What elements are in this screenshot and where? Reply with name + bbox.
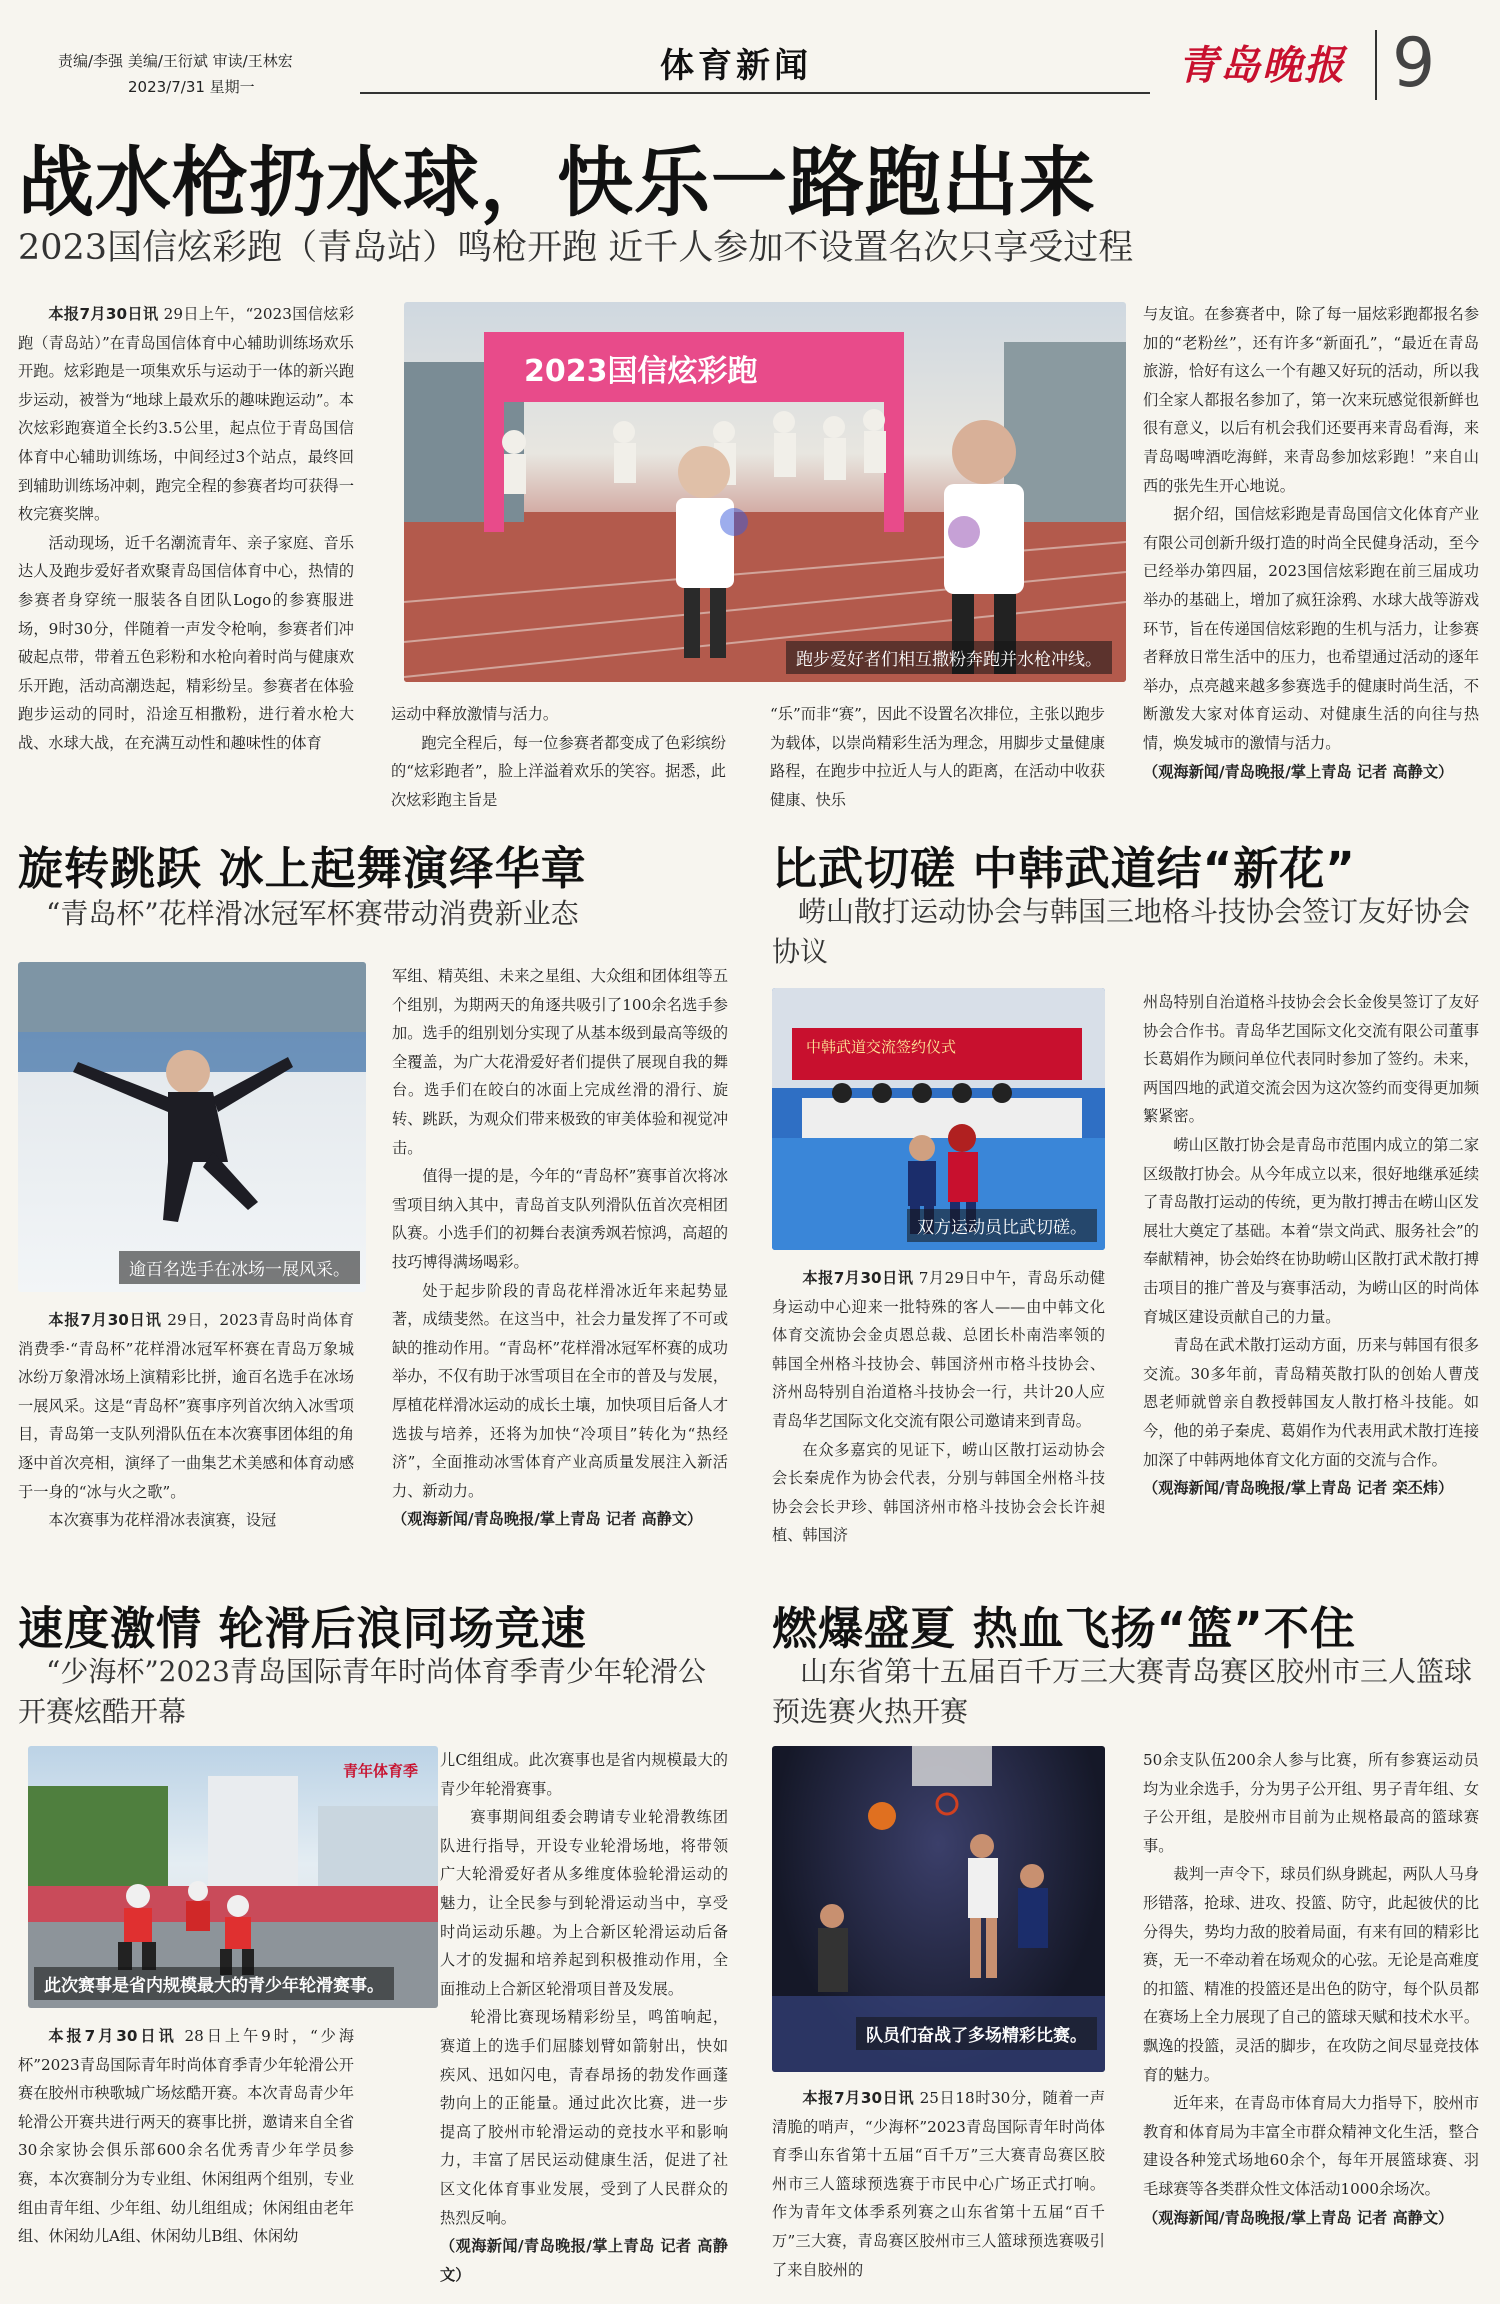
masthead bbox=[0, 0, 1500, 110]
subhead-roller-skating: “少海杯”2023青岛国际青年时尚体育季青少年轮滑公开赛炫酷开幕 bbox=[18, 1655, 706, 1728]
page-number: 9 bbox=[1392, 24, 1436, 103]
article5-col1: 本报7月30日讯 25日18时30分，随着一声清脆的哨声，“少海杯”2023青岛国际青年时尚体育季山东省第十五届“百千万”三大赛青岛赛区胶州市三人篮球预选赛于市民中心广场正式打响。作为青年文体季系列赛之山东省第十五届“百千万”三大赛，青岛赛区胶州市三人篮球预选赛吸引了来自胶州的 bbox=[772, 2089, 1105, 2279]
skater-illustration bbox=[18, 962, 366, 1292]
figure-skating-photo bbox=[18, 962, 366, 1292]
article1-col4: 与友谊。在参赛者中，除了每一届炫彩跑都报名参加的“老粉丝”，还有许多“新面孔”，“最近在青岛旅游，恰好有这么一个有趣又好玩的活动，所以我们全家人都报名参加了，第一次来玩感觉很新鲜也很有意义，以后有机会我们还要再来青岛看海，来青岛喝啤酒吃海鲜，来青岛参加炫彩跑！”来自山西的张先生开心地说。 据介绍，国信炫彩跑是青岛国信文化体育产业有限公司创新升级打造的时尚全民健身活动，至今已经举办第四届，2023国信炫彩跑在前三届成功举办的基础上，增加了疯狂涂鸦、水球大战等游戏环节，旨在传递国信炫彩跑的生机与活力，让参赛者释放日常生活中的压力，也希望通过活动的逐年举办，点亮越来越多参赛选手的健康时尚生活，不断激发大家对体育运动、对健康生活的向往与热情，焕发城市的激情与活力。 （观海新闻/青岛晚报/掌上青岛 记者 高静文） bbox=[1143, 305, 1479, 781]
section-title: 体育新闻 bbox=[660, 46, 812, 86]
basketball-photo bbox=[772, 1746, 1105, 2072]
article4-col2: 儿C组组成。此次赛事也是省内规模最大的青少年轮滑赛事。 赛事期间组委会聘请专业轮滑教练团队进行指导，开设专业轮滑场地，将带领广大轮滑爱好者从多维度体验轮滑运动的魅力，让全民参与到轮滑运动当中，享受时尚运动乐趣。为上合新区轮滑运动后备人才的发掘和培养起到积极推动作用，全面推动上合新区轮滑项目普及发展。 轮滑比赛现场精彩纷呈，鸣笛响起，赛道上的选手们屈膝划臂如箭射出，快如疾风、迅如闪电，青春昂扬的勃发作画蓬勃向上的正能量。通过此次比赛，进一步提高了胶州市轮滑运动的竞技水平和影响力，丰富了居民运动健康生活，促进了社区文化体育事业发展，受到了人民群众的热烈反响。 （观海新闻/青岛晚报/掌上青岛 记者 高静文） bbox=[440, 1751, 728, 2284]
article2-col2: 军组、精英组、未来之星组、大众组和团体组等五个组别，为期两天的角逐共吸引了100余名选手参加。选手的组别划分实现了从基本级到最高等级的全覆盖，为广大花滑爱好者们提供了展现自我的舞台。选手们在皎白的冰面上完成丝滑的滑行、旋转、跳跃，为观众们带来极致的审美体验和视觉冲击。 值得一提的是，今年的“青岛杯”赛事首次将冰雪项目纳入其中，青岛首支队列滑队伍首次亮相团队赛。小选手们的初舞台表演秀飒若惊鸿，高超的技巧博得满场喝彩。 处于起步阶段的青岛花样滑冰近年来起势显著，成绩斐然。在这当中，社会力量发挥了不可或缺的推动作用。“青岛杯”花样滑冰冠军杯赛的成功举办，不仅有助于冰雪项目在全市的普及与发展，厚植花样滑冰运动的成长土壤，加快项目后备人才选拔与培养，还将为加快“冷项目”转化为“热经济”，全面推动冰雪体育产业高质量发展注入新活力、新动力。 （观海新闻/青岛晚报/掌上青岛 记者 高静文） bbox=[392, 967, 728, 1529]
paper-logo: 青岛晚报 bbox=[1178, 42, 1346, 89]
subhead-color-run: 2023国信炫彩跑（青岛站）鸣枪开跑 近千人参加不设置名次只享受过程 bbox=[18, 228, 1134, 268]
article1-col2: 运动中释放激情与活力。 跑完全程后，每一位参赛者都变成了色彩缤纷的“炫彩跑者”，脸上洋溢着欢乐的笑容。据悉，此次炫彩跑主旨是 bbox=[391, 705, 726, 809]
color-run-illustration bbox=[404, 302, 1126, 682]
article3-col1: 本报7月30日讯 7月29日中午，青岛乐动健身运动中心迎来一批特殊的客人——由中韩文化体育交流协会金贞恩总裁、总团长朴南浩率领的韩国全州格斗技协会、韩国济州市格斗技协会、济州岛特别自治道格斗技协会一行，共计20人应青岛华艺国际文化交流有限公司邀请来到青岛。 在众多嘉宾的见证下，崂山区散打运动协会会长秦虎作为协会代表，分别与韩国全州格斗技协会会长尹珍、韩国济州市格斗技协会会长许昶植、韩国济 bbox=[772, 1269, 1105, 1545]
article1-col3: “乐”而非“赛”，因此不设置名次排位，主张以跑步为载体，以崇尚精彩生活为理念，用脚步丈量健康路程，在跑步中拉近人与人的距离，在活动中收获健康、快乐 bbox=[770, 705, 1105, 809]
figure-skating-photo-caption: 逾百名选手在冰场一展风采。 bbox=[119, 1251, 360, 1284]
subhead-basketball: 山东省第十五届百千万三大赛青岛赛区胶州市三人篮球预选赛火热开赛 bbox=[772, 1655, 1473, 1728]
season-badge: 青年体育季 bbox=[342, 1762, 418, 1780]
headline-roller-skating: 速度激情 轮滑后浪同场竞速 bbox=[18, 1602, 587, 1655]
headline-figure-skating: 旋转跳跃 冰上起舞演绎华章 bbox=[18, 842, 587, 895]
article3-col2: 州岛特别自治道格斗技协会会长金俊昊签订了友好协会合作书。青岛华艺国际文化交流有限公司董事长葛娟作为顾问单位代表同时参加了签约。未来，两国四地的武道交流会因为这次签约而变得更加频繁紧密。 崂山区散打协会是青岛市范围内成立的第二家区级散打协会。从今年成立以来，很好地继承延续了青岛散打运动的传统，更为散打搏击在崂山区发展壮大奠定了基础。本着“崇文尚武、服务社会”的奉献精神，协会始终在协助崂山区散打武术散打搏击项目的推广普及与赛事活动，为崂山区的时尚体育城区建设贡献自己的力量。 青岛在武术散打运动方面，历来与韩国有很多交流。30多年前，青岛精英散打队的创始人曹茂恩老师就曾亲自教授韩国友人散打格斗技能。如今，他的弟子秦虎、葛娟作为代表用武术散打连接加深了中韩两地体育文化方面的交流与合作。 （观海新闻/青岛晚报/掌上青岛 记者 栾丕炜） bbox=[1143, 993, 1479, 1498]
arch-banner-text: 2023国信炫彩跑 bbox=[524, 354, 758, 389]
color-run-photo bbox=[404, 302, 1126, 682]
header-divider bbox=[1375, 30, 1377, 100]
headline-martial-arts: 比武切磋 中韩武道结“新花” bbox=[772, 842, 1356, 895]
martial-arts-photo bbox=[772, 988, 1105, 1250]
article4-col1: 本报7月30日讯 28日上午9时，“少海杯”2023青岛国际青年时尚体育季青少年轮滑公开赛在胶州市秧歌城广场炫酷开赛。本次青岛青少年轮滑公开赛共进行两天的赛事比拼，邀请来自全省30余家协会俱乐部600余名优秀青少年学员参赛，本次赛制分为专业组、休闲组两个组别，专业组由青年组、少年组、幼儿组组成；休闲组由老年组、休闲幼儿A组、休闲幼儿B组、休闲幼 bbox=[18, 2027, 354, 2246]
color-run-photo-caption: 跑步爱好者们相互撒粉奔跑并水枪冲线。 bbox=[786, 641, 1112, 674]
subhead-martial-arts: 崂山散打运动协会与韩国三地格斗技协会签订友好协会协议 bbox=[772, 895, 1471, 968]
signing-banner-text: 中韩武道交流签约仪式 bbox=[806, 1038, 957, 1056]
headline-color-run: 战水枪扔水球，快乐一路跑出来 bbox=[18, 138, 1096, 227]
article1-col1: 本报7月30日讯 29日上午，“2023国信炫彩跑（青岛站）”在青岛国信体育中心辅助训练场欢乐开跑。炫彩跑是一项集欢乐与运动于一体的新兴跑步运动，被誉为“地球上最欢乐的趣味跑运动”。本次炫彩跑赛道全长约3.5公里，起点位于青岛国信体育中心辅助训练场，中间经过3个站点，最终回到辅助训练场冲刺，跑完全程的参赛者均可获得一枚完赛奖牌。 活动现场，近千名潮流青年、亲子家庭、音乐达人及跑步爱好者欢聚青岛国信体育中心，热情的参赛者身穿统一服装各自团队Logo的参赛服进场，9时30分，伴随着一声发令枪响，参赛者们冲破起点带，带着五色彩粉和水枪向着时尚与健康欢乐开跑，活动高潮迭起，精彩纷呈。参赛者在体验跑步运动的同时，沿途互相撒粉，进行着水枪大战、水球大战，在充满互动性和趣味性的体育 bbox=[18, 305, 354, 752]
subhead-figure-skating: “青岛杯”花样滑冰冠军杯赛带动消费新业态 bbox=[46, 897, 579, 930]
martial-arts-photo-caption: 双方运动员比武切磋。 bbox=[907, 1209, 1097, 1242]
basketball-photo-caption: 队员们奋战了多场精彩比赛。 bbox=[856, 2017, 1097, 2050]
headline-basketball: 燃爆盛夏 热血飞扬“篮”不住 bbox=[772, 1602, 1356, 1655]
staff-line: 责编/李强 美编/王衍斌 审读/王林宏 bbox=[58, 52, 293, 70]
issue-date: 2023/7/31 星期一 bbox=[128, 78, 255, 96]
header-underline bbox=[360, 92, 1150, 94]
roller-skating-photo bbox=[28, 1746, 438, 2008]
roller-skating-photo-caption: 此次赛事是省内规模最大的青少年轮滑赛事。 bbox=[34, 1967, 394, 2000]
article5-col2: 50余支队伍200余人参与比赛，所有参赛运动员均为业余选手，分为男子公开组、男子青年组、女子公开组，是胶州市目前为止规格最高的篮球赛事。 裁判一声令下，球员们纵身跳起，两队人马身形错落，抢球、进攻、投篮、防守，此起彼伏的比分得失，势均力敌的胶着局面，有来有回的精彩比赛，无一不牵动着在场观众的心弦。无论是高难度的扣篮、精准的投篮还是出色的防守，每个队员都在赛场上全力展现了自己的篮球天赋和技术水平。飘逸的投篮，灵活的脚步，在攻防之间尽显竞技体育的魅力。 近年来，在青岛市体育局大力指导下，胶州市教育和体育局为丰富全市群众精神文化生活，整合建设各种笼式场地60余个，每年开展篮球赛、羽毛球赛等各类群众性文体活动1000余场次。 （观海新闻/青岛晚报/掌上青岛 记者 高静文） bbox=[1143, 1751, 1479, 2227]
article2-col1: 本报7月30日讯 29日，2023青岛时尚体育消费季·“青岛杯”花样滑冰冠军杯赛在青岛万象城冰纷万象滑冰场上演精彩比拼，逾百名选手在冰场一展风采。这是“青岛杯”赛事序列首次纳入冰雪项目，青岛第一支队列滑队伍在本次赛事团体组的角逐中首次亮相，演绎了一曲集艺术美感和体育动感于一身的“冰与火之歌”。 本次赛事为花样滑冰表演赛，设冠 bbox=[18, 1311, 354, 1530]
